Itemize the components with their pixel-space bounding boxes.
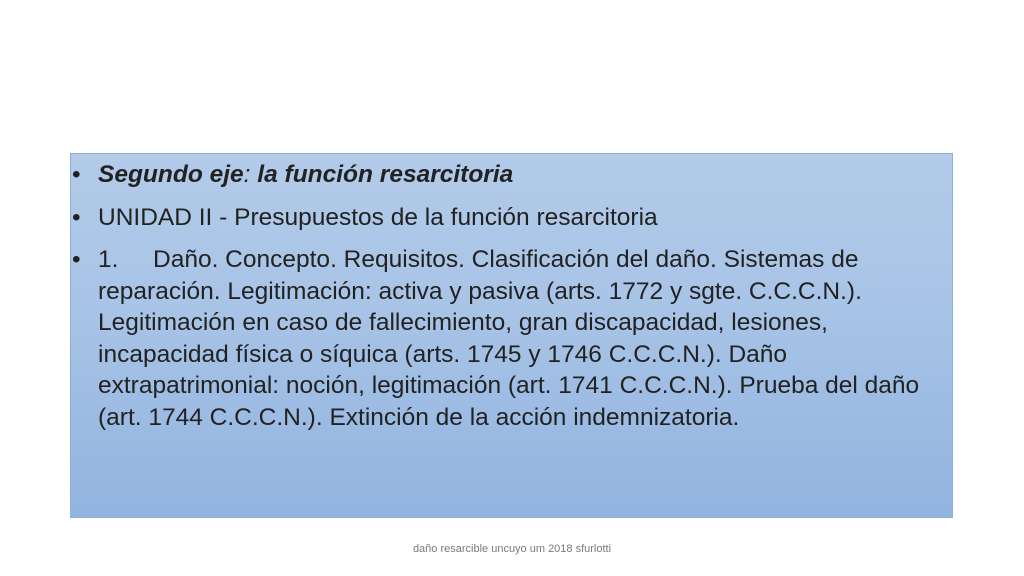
- content-box: [70, 153, 953, 518]
- bullet-unidad-text: UNIDAD II - Presupuestos de la función resarcitoria: [98, 203, 658, 231]
- bullet-title: la función resarcitoria: [250, 161, 514, 188]
- item-number: 1.: [98, 246, 119, 273]
- bullet-item-unidad: [72, 202, 940, 234]
- bullet-item-dano: [72, 244, 940, 433]
- bullet-list: [71, 154, 952, 433]
- bullet-emphasis: Segundo eje: [98, 161, 244, 188]
- slide-footer: daño resarcible uncuyo um 2018 sfurlotti: [412, 543, 612, 555]
- bullet-marker: •: [72, 203, 81, 231]
- bullet-dano-text: Daño. Concepto. Requisitos. Clasificación del daño. Sistemas de reparación. Legitimación: activa y pasiva (arts. 1772 y sgte. C.C.C.N.). Legitimación en caso de fallecimiento, gran discapacidad, lesiones, incapacidad física o síquica (arts. 1745 y 1746 C.C.C.N.). Daño extrapatrimonial: noción, legitimación (art. 1741 C.C.C.N.). Prueba del daño (art. 1744 C.C.C.N.). Extinción de la acción indemnizatoria.: [98, 246, 920, 431]
- bullet-colon: :: [243, 161, 251, 188]
- bullet-marker: •: [72, 246, 81, 273]
- bullet-marker: •: [72, 161, 81, 188]
- bullet-item-segundo-eje: [72, 159, 940, 191]
